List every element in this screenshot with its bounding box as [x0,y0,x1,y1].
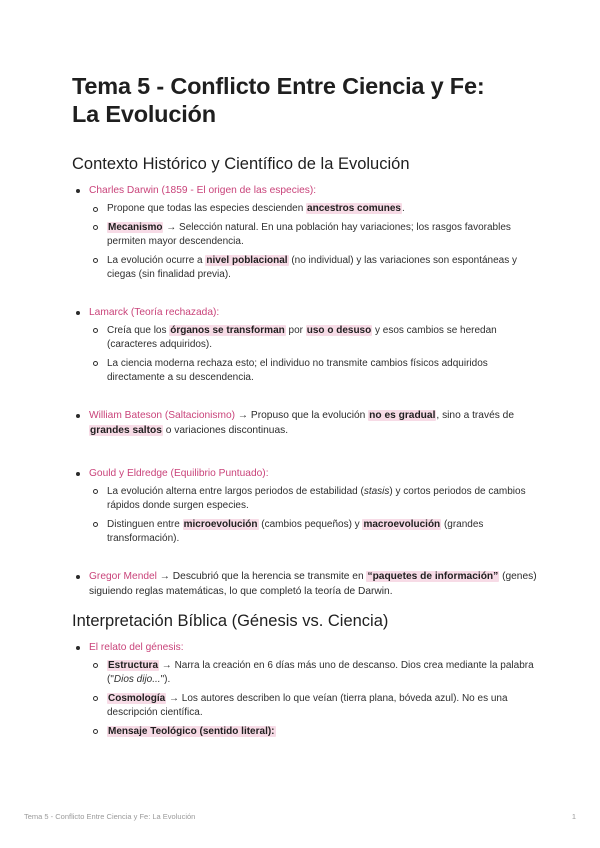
highlight: Cosmología [108,692,166,704]
highlight: no es gradual [369,409,436,421]
bateson-item: William Bateson (Saltacionismo) → Propuso que la evolución no es gradual, sino a través de grandes saltos o variaciones discontinuas. [72,408,542,438]
lamarck-item [72,305,542,386]
highlight: “paquetes de información” [367,570,499,582]
darwin-bullet-3: La evolución ocurre a nivel poblacional (no individual) y las variaciones son espontáneas y ciegas (sin finalidad previa). [89,254,542,283]
page-footer [24,812,576,821]
mendel-label: Gregor Mendel [89,570,157,582]
darwin-sublist [89,202,542,283]
genesis-bullet-3 [89,725,542,740]
highlight: Mensaje Teológico (sentido literal): [108,725,275,737]
genesis-sublist [89,659,542,740]
lamarck-bullet-2: La ciencia moderna rechaza esto; el individuo no transmite cambios físicos adquiridos directamente a su descendencia. [89,357,542,386]
genesis-bullet-2: Cosmología → Los autores describen lo que veían (tierra plana, bóveda azul). No es una descripción científica. [89,692,542,721]
mendel-item: Gregor Mendel → Descubrió que la herencia se transmite en “paquetes de información” (genes) siguiendo reglas matemáticas, lo que completó la teoría de Darwin. [72,569,542,599]
darwin-bullet-1: Propone que todas las especies descienden ancestros comunes. [89,202,542,217]
lamarck-sublist [89,324,542,386]
gould-sublist [89,485,542,547]
lamarck-label: Lamarck (Teoría rechazada): [89,306,220,318]
highlight: Estructura [108,659,159,671]
darwin-bullet-2: Mecanismo → Selección natural. En una población hay variaciones; los rasgos favorables permiten mayor descendencia. [89,221,542,250]
page-title [72,72,542,128]
title-line-1: Tema 5 - Conflicto Entre Ciencia y Fe: [72,73,485,99]
section-heading-context: Contexto Histórico y Científico de la Evolución [72,155,410,173]
document-page [72,72,542,743]
genesis-label: El relato del génesis: [89,641,184,653]
highlight: uso o desuso [306,324,372,336]
genesis-item [72,640,542,740]
lamarck-bullet-1: Creía que los órganos se transforman por uso o desuso y esos cambios se heredan (caracteres adquiridos). [89,324,542,353]
gould-label: Gould y Eldredge (Equilibrio Puntuado): [89,467,269,479]
highlight: órganos se transforman [170,324,285,336]
gould-bullet-2: Distinguen entre microevolución (cambios pequeños) y macroevolución (grandes transformación). [89,518,542,547]
highlight: nivel poblacional [206,254,288,266]
highlight: Mecanismo [108,221,163,233]
title-line-2: La Evolución [72,101,216,127]
biblical-list [72,640,542,740]
page-number: 1 [571,812,576,821]
gould-item [72,466,542,547]
darwin-label: Charles Darwin (1859 - El origen de las especies): [89,185,317,196]
section-heading-biblical: Interpretación Bíblica (Génesis vs. Ciencia) [72,611,389,630]
highlight: ancestros comunes [307,203,401,214]
footer-title: Tema 5 - Conflicto Entre Ciencia y Fe: La Evolución [24,812,196,821]
genesis-bullet-1: Estructura → Narra la creación en 6 días más uno de descanso. Dios crea mediante la palabra ("Dios dijo..."). [89,659,542,688]
gould-bullet-1: La evolución alterna entre largos periodos de estabilidad (stasis) y cortos periodos de cambios rápidos donde surgen especies. [89,485,542,514]
bateson-label: William Bateson (Saltacionismo) [89,409,236,421]
highlight: grandes saltos [90,424,162,436]
darwin-item [72,183,542,283]
highlight: microevolución [183,518,258,530]
highlight: macroevolución [363,518,441,530]
context-list [72,183,542,599]
